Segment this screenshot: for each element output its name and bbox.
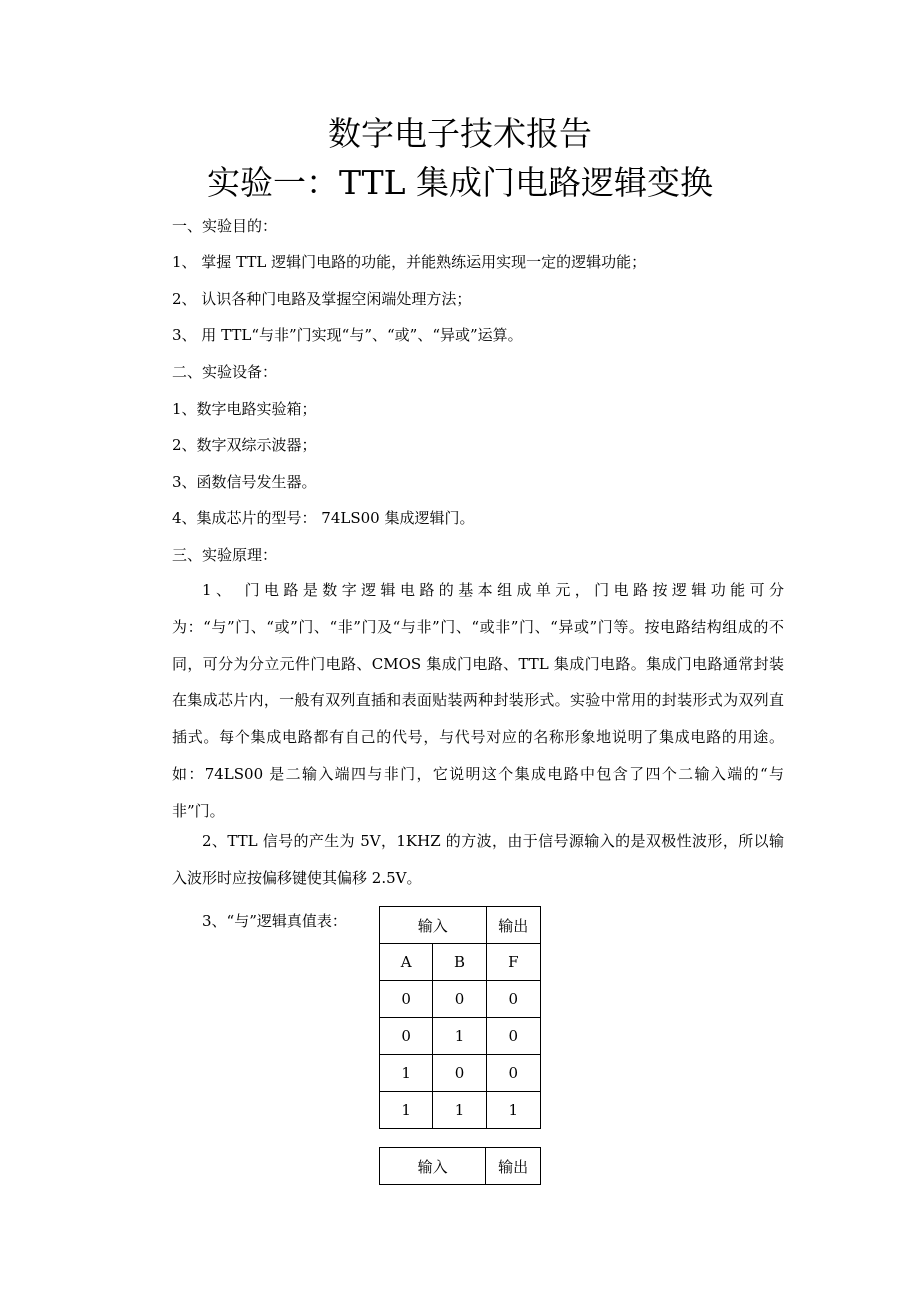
cell-a: 0 [380,981,433,1018]
table-row [380,981,541,1018]
table-header-row [380,1148,541,1185]
document-title: 数字电子技术报告 [328,114,592,153]
cell-a: 0 [380,1018,433,1055]
column-f: F [486,944,540,981]
equipment-item-1: 1、数字电路实验箱； [172,400,317,418]
cell-b: 0 [433,1055,486,1092]
purpose-item-1: 1、 掌握 TTL 逻辑门电路的功能，并能熟练运用实现一定的逻辑功能； [172,253,647,271]
cell-f: 0 [486,1018,540,1055]
table-row [380,1018,541,1055]
table-header-row [380,907,541,944]
cell-a: 1 [380,1055,433,1092]
purpose-item-3: 3、 用 TTL“与非”门实现“与”、“或”、“异或”运算。 [172,326,523,344]
table-row [380,1055,541,1092]
cell-f: 0 [486,1055,540,1092]
principle-paragraph-2 [172,823,784,897]
cell-a: 1 [380,1092,433,1129]
principle-heading: 三、实验原理： [172,546,278,564]
table-column-row [380,944,541,981]
cell-b: 0 [433,981,486,1018]
experiment-title: 实验一：TTL 集成门电路逻辑变换 [206,163,714,202]
principle-paragraph-2-text: 2、TTL 信号的产生为 5V，1KHZ 的方波，由于信号源输入的是双极性波形，所以输入波形时应按偏移键使其偏移 2.5V。 [172,832,784,887]
output-header: 输出 [486,907,540,944]
equipment-item-3: 3、函数信号发生器。 [172,473,317,491]
input-header: 输入 [380,1148,486,1185]
principle-paragraph-1 [172,572,784,830]
and-table-label: 3、“与”逻辑真值表： [202,912,347,930]
purpose-heading: 一、实验目的： [172,217,278,235]
input-header: 输入 [380,907,487,944]
purpose-item-2: 2、 认识各种门电路及掌握空闲端处理方法； [172,290,472,308]
equipment-heading: 二、实验设备： [172,363,278,381]
and-truth-table [379,906,541,1129]
cell-b: 1 [433,1092,486,1129]
cell-f: 1 [486,1092,540,1129]
equipment-item-2: 2、数字双综示波器； [172,436,317,454]
cell-f: 0 [486,981,540,1018]
output-header: 输出 [486,1148,541,1185]
principle-paragraph-1-text: 1、 门电路是数字逻辑电路的基本组成单元，门电路按逻辑功能可分为：“与”门、“或”门、“非”门及“与非”门、“或非”门、“异或”门等。按电路结构组成的不同，可分为分立元件门电路、CMOS 集成门电路、TTL 集成门电路。集成门电路通常封装在集成芯片内，一般有双列直插和表面贴装两种封装形式。实验中常用的封装形式为双列直插式。每个集成电路都有自己的代号，与代号对应的名称形象地说明了集成电路的用途。如：74LS00 是二输入端四与非门，它说明这个集成电路中包含了四个二输入端的“与非”门。 [172,581,784,820]
cell-b: 1 [433,1018,486,1055]
table-row [380,1092,541,1129]
next-truth-table [379,1147,541,1185]
column-b: B [433,944,486,981]
equipment-item-4: 4、集成芯片的型号： 74LS00 集成逻辑门。 [172,509,475,527]
column-a: A [380,944,433,981]
